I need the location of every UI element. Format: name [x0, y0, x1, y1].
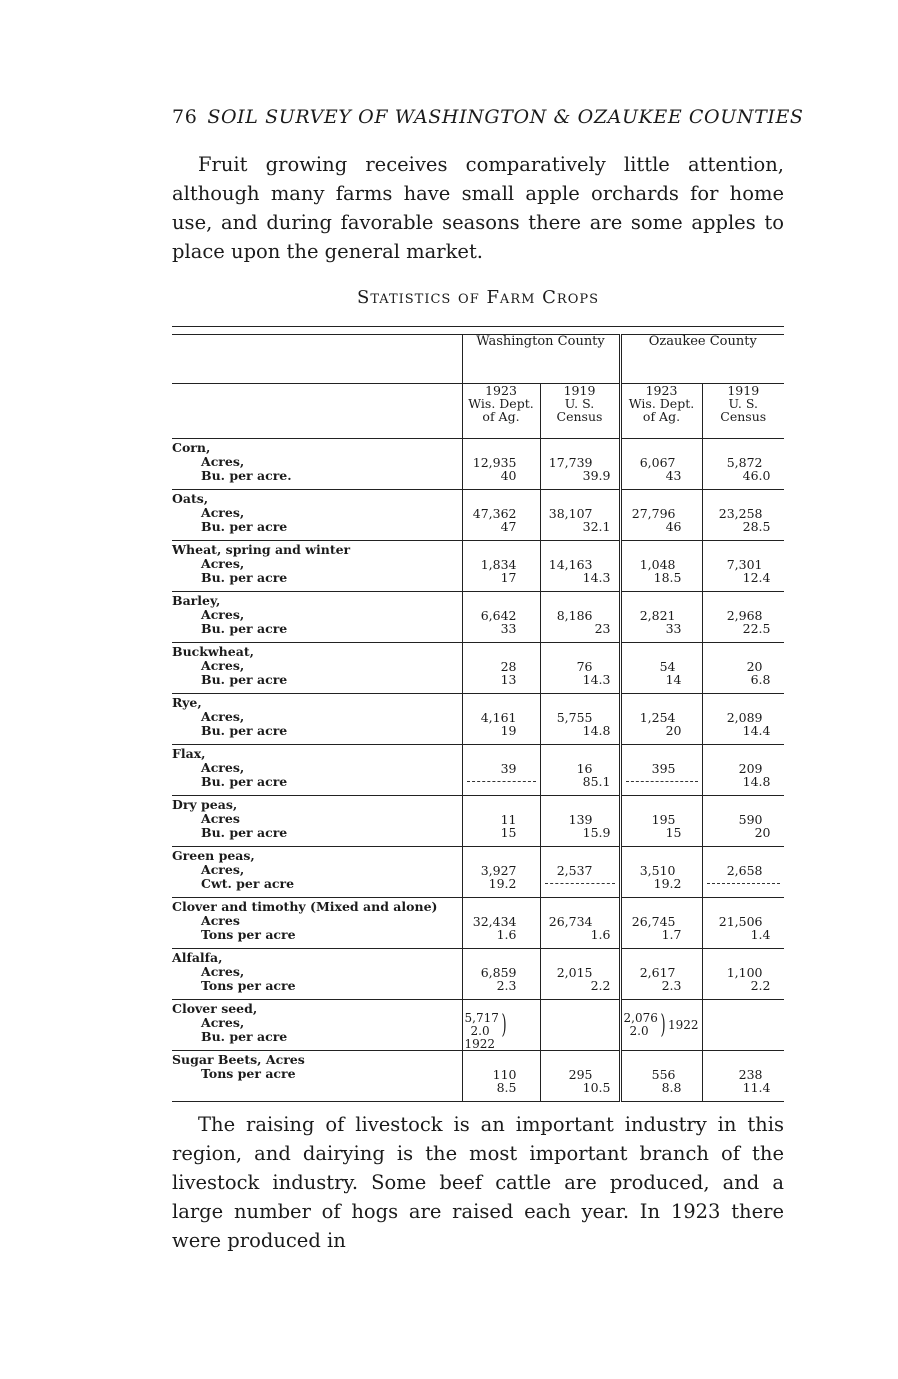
source-header-line: of Ag.: [642, 409, 681, 424]
cell-value-bottom: 12.4: [742, 570, 771, 585]
table-row: [172, 796, 784, 847]
crop-unit-1: Acres: [201, 913, 240, 928]
table-row: [172, 949, 784, 1000]
page-number: 76: [172, 106, 198, 128]
value-cell: [540, 796, 620, 847]
crop-label-cell: [172, 643, 462, 694]
crop-unit-2: Cwt. per acre: [201, 876, 295, 891]
cell-value-top: 23,258: [718, 506, 763, 521]
crop-name: Corn,: [172, 440, 211, 455]
value-cell: [462, 439, 540, 490]
value-cell: [462, 643, 540, 694]
crop-unit-1: Acres: [201, 811, 240, 826]
crop-unit-2: Bu. per acre: [201, 621, 288, 636]
cell-value-bottom: 19.2: [653, 876, 682, 891]
brace-year: 1922: [668, 1017, 699, 1032]
running-head: [172, 106, 804, 128]
cell-value-top: 76: [576, 659, 593, 674]
crop-unit-2: Bu. per acre: [201, 672, 288, 687]
cell-value-bottom: 28.5: [742, 519, 771, 534]
cell-value-bottom: 33: [500, 621, 517, 636]
crop-name: Dry peas,: [172, 797, 238, 812]
source-header-line: 1919: [727, 383, 760, 398]
cell-value-bottom: 14.8: [742, 774, 771, 789]
table-row: [172, 592, 784, 643]
cell-value-top: 6,859: [480, 965, 517, 980]
source-header-line: 1919: [563, 383, 596, 398]
value-cell: [702, 643, 784, 694]
cell-value-bottom: 23: [594, 621, 611, 636]
cell-value-top: 6,642: [480, 608, 517, 623]
value-cell: [462, 847, 540, 898]
county-header-row: [172, 335, 784, 384]
cell-value-top: 47,362: [472, 506, 517, 521]
cell-value-top: 8,186: [556, 608, 593, 623]
crop-name: Flax,: [172, 746, 206, 761]
cell-value-bottom: 14: [665, 672, 682, 687]
cell-value-top: 21,506: [718, 914, 763, 929]
cell-value-top: 28: [500, 659, 517, 674]
cell-value-top: 2,089: [726, 710, 763, 725]
cell-value-bottom: 32.1: [582, 519, 611, 534]
cell-value-top: 14,163: [548, 557, 593, 572]
cell-value-top: 26,745: [631, 914, 676, 929]
table-row: [172, 1051, 784, 1102]
cell-value-bottom: 2.2: [590, 978, 611, 993]
cell-value-top: 27,796: [631, 506, 676, 521]
cell-value-top: 1,834: [480, 557, 517, 572]
table-title: Statistics of Farm Crops: [356, 287, 600, 308]
crop-unit-2: Bu. per acre.: [201, 468, 292, 483]
dashed-leader: [467, 781, 536, 782]
cell-value-top: 17,739: [548, 455, 593, 470]
table-row: [172, 1000, 784, 1051]
crop-unit-2: Bu. per acre: [201, 774, 288, 789]
source-header-3: [620, 384, 702, 439]
crop-label-cell: [172, 847, 462, 898]
crop-unit-1: Acres,: [201, 658, 245, 673]
cell-value-bottom: 1.6: [590, 927, 611, 942]
cell-value-top: 3,510: [639, 863, 676, 878]
crop-unit-1: Acres,: [201, 964, 245, 979]
cell-value-top: 590: [738, 812, 763, 827]
county-header-washington: Washington County: [462, 335, 620, 384]
value-cell: [462, 796, 540, 847]
farm-crops-table: [172, 326, 784, 1102]
brace-year: 1922: [464, 1037, 496, 1051]
crop-unit-2: Bu. per acre: [201, 519, 288, 534]
crop-unit-1: Acres,: [201, 505, 245, 520]
value-cell: [702, 745, 784, 796]
crop-label-cell: [172, 592, 462, 643]
crop-label-cell: [172, 1051, 462, 1102]
cell-value-bottom: 1.7: [661, 927, 682, 942]
cell-value-top: 26,734: [548, 914, 593, 929]
value-cell: [620, 439, 702, 490]
table-row: [172, 541, 784, 592]
value-cell: [702, 847, 784, 898]
value-cell: [540, 1051, 620, 1102]
value-cell: [462, 1000, 540, 1051]
crop-unit-2: Bu. per acre: [201, 723, 288, 738]
crop-label-cell: [172, 949, 462, 1000]
cell-value-bottom: 13: [500, 672, 517, 687]
brace-group: [624, 1012, 699, 1038]
brace-icon: ): [501, 1010, 507, 1040]
crop-unit-1: Acres,: [201, 760, 245, 775]
source-header-line: U. S.: [564, 396, 595, 411]
value-cell: [462, 694, 540, 745]
cell-value-bottom: 14.8: [582, 723, 611, 738]
cell-value-top: 209: [738, 761, 763, 776]
value-cell: [620, 796, 702, 847]
cell-value-top: 20: [746, 659, 763, 674]
cell-value-top: 1,048: [639, 557, 676, 572]
cell-value-top: 2,015: [556, 965, 593, 980]
cell-value-bottom: 46.0: [742, 468, 771, 483]
dashed-leader: [545, 883, 615, 884]
value-cell: [620, 541, 702, 592]
crop-name: Oats,: [172, 491, 209, 506]
running-title: SOIL SURVEY OF WASHINGTON & OZAUKEE COUNTIES: [207, 106, 804, 128]
cell-value-bottom: 8.8: [661, 1080, 682, 1095]
value-cell: [462, 1051, 540, 1102]
cell-value-top: 195: [651, 812, 676, 827]
cell-value-top: 6,067: [639, 455, 676, 470]
value-cell: [702, 694, 784, 745]
value-cell: [620, 1000, 702, 1051]
value-cell: [540, 847, 620, 898]
crop-unit-2: Bu. per acre: [201, 825, 288, 840]
cell-value-top: 5,872: [726, 455, 763, 470]
cell-value-top: 556: [651, 1067, 676, 1082]
source-header-row: [172, 384, 784, 439]
cell-value-bottom: 2.0: [470, 1024, 490, 1038]
cell-value-bottom: 14.4: [742, 723, 771, 738]
cell-value-bottom: 19: [500, 723, 517, 738]
cell-value-bottom: 15: [665, 825, 682, 840]
cell-value-bottom: 85.1: [582, 774, 611, 789]
stub-header-blank: [172, 384, 462, 439]
value-cell: [620, 592, 702, 643]
cell-value-bottom: 1.4: [750, 927, 771, 942]
crop-label-cell: [172, 541, 462, 592]
value-cell: [702, 1000, 784, 1051]
value-cell: [540, 898, 620, 949]
value-cell: [702, 439, 784, 490]
value-cell: [540, 694, 620, 745]
cell-value-top: 1,100: [726, 965, 763, 980]
cell-value-top: 2,968: [726, 608, 763, 623]
value-cell: [620, 694, 702, 745]
value-cell: [702, 490, 784, 541]
cell-value-top: 1,254: [639, 710, 676, 725]
crop-name: Barley,: [172, 593, 221, 608]
value-cell: [540, 745, 620, 796]
value-cell: [540, 1000, 620, 1051]
value-cell: [540, 949, 620, 1000]
cell-value-top: 5,755: [556, 710, 593, 725]
table-row: [172, 694, 784, 745]
cell-value-bottom: 18.5: [653, 570, 682, 585]
cell-value-bottom: 19.2: [488, 876, 517, 891]
value-cell: [462, 541, 540, 592]
cell-value-bottom: 2.3: [661, 978, 682, 993]
source-header-line: U. S.: [728, 396, 758, 411]
cell-value-bottom: 20: [754, 825, 771, 840]
cell-value-bottom: 43: [665, 468, 682, 483]
crop-label-cell: [172, 490, 462, 541]
cell-value-bottom: 6.8: [750, 672, 771, 687]
crop-name: Rye,: [172, 695, 202, 710]
source-header-line: Census: [720, 409, 767, 424]
table-row: [172, 439, 784, 490]
cell-value-top: 238: [738, 1067, 763, 1082]
cell-value-bottom: 8.5: [496, 1080, 517, 1095]
value-cell: [540, 541, 620, 592]
cell-value-top: 395: [651, 761, 676, 776]
brace-icon: ): [660, 1010, 666, 1040]
value-cell: [620, 643, 702, 694]
cell-value-bottom: 20: [665, 723, 682, 738]
crop-label-cell: [172, 898, 462, 949]
crop-unit-1: Acres,: [201, 556, 245, 571]
table-row: [172, 847, 784, 898]
cell-value-top: 2,821: [639, 608, 676, 623]
source-header-line: Wis. Dept.: [468, 396, 534, 411]
crop-unit-2: Bu. per acre: [201, 570, 288, 585]
value-cell: [702, 1051, 784, 1102]
value-cell: [620, 847, 702, 898]
crop-label-cell: [172, 694, 462, 745]
cell-value-bottom: 11.4: [742, 1080, 771, 1095]
crop-unit-2: Tons per acre: [201, 978, 296, 993]
dashed-leader: [626, 781, 698, 782]
cell-value-top: 5,717: [464, 1011, 499, 1025]
cell-value-top: 110: [492, 1067, 517, 1082]
source-header-line: Census: [556, 409, 603, 424]
crop-unit-1: Acres,: [201, 607, 245, 622]
value-cell: [620, 745, 702, 796]
value-cell: [620, 949, 702, 1000]
brace-group: [465, 1012, 540, 1051]
dashed-leader: [707, 883, 781, 884]
value-cell: [702, 592, 784, 643]
crop-unit-2: Bu. per acre: [201, 1029, 288, 1044]
value-cell: [462, 745, 540, 796]
cell-value-top: 32,434: [472, 914, 517, 929]
table-row: [172, 898, 784, 949]
crop-label-cell: [172, 1000, 462, 1051]
cell-value-top: 2,617: [639, 965, 676, 980]
crop-rows: [172, 439, 784, 1102]
crop-unit-1: Acres,: [201, 709, 245, 724]
crop-name: Buckwheat,: [172, 644, 254, 659]
cell-value-bottom: 2.2: [750, 978, 771, 993]
source-header-1: [462, 384, 540, 439]
paragraph-fruit-growing: Fruit growing receives comparatively little attention, although many farms have small apple orchards for home use, and during favorable seasons there are some apples to place upon the general market.: [172, 153, 784, 263]
crop-name: Alfalfa,: [172, 950, 223, 965]
stub-header: [172, 335, 462, 384]
cell-value-bottom: 10.5: [582, 1080, 611, 1095]
cell-value-bottom: 2.0: [629, 1024, 649, 1038]
cell-value-bottom: 15.9: [582, 825, 611, 840]
cell-value-top: 39: [500, 761, 517, 776]
source-header-line: 1923: [485, 383, 517, 398]
cell-value-top: 295: [568, 1067, 593, 1082]
cell-value-bottom: 15: [500, 825, 517, 840]
cell-value-bottom: 47: [500, 519, 517, 534]
cell-value-top: 11: [500, 812, 517, 827]
value-cell: [702, 898, 784, 949]
source-header-line: of Ag.: [482, 409, 520, 424]
cell-value-bottom: 17: [500, 570, 517, 585]
crop-unit-2: Tons per acre: [201, 927, 296, 942]
cell-value-bottom: 22.5: [742, 621, 771, 636]
value-cell: [702, 796, 784, 847]
value-cell: [540, 643, 620, 694]
crop-unit-2: Tons per acre: [201, 1066, 296, 1081]
cell-value-bottom: 14.3: [582, 570, 611, 585]
source-header-2: [540, 384, 620, 439]
cell-value-top: 2,658: [726, 863, 763, 878]
cell-value-bottom: 46: [665, 519, 682, 534]
paragraph-livestock: The raising of livestock is an important industry in this region, and dairying is the most important branch of the livestock industry. Some beef cattle are produced, and a large number of hogs are raised each year. In 1923 there were produced in: [172, 1113, 784, 1252]
crop-unit-1: Acres,: [201, 454, 245, 469]
source-header-line: Wis. Dept.: [628, 396, 695, 411]
cell-value-top: 2,537: [556, 863, 593, 878]
value-cell: [540, 490, 620, 541]
value-cell: [462, 898, 540, 949]
source-header-4: [702, 384, 784, 439]
cell-value-bottom: 33: [665, 621, 682, 636]
table-row: [172, 643, 784, 694]
source-header-line: 1923: [645, 383, 678, 398]
value-cell: [620, 490, 702, 541]
cell-value-top: 4,161: [480, 710, 517, 725]
cell-value-bottom: 14.3: [582, 672, 611, 687]
cell-value-top: 16: [576, 761, 593, 776]
value-cell: [462, 490, 540, 541]
crop-name: Clover and timothy (Mixed and alone): [172, 899, 438, 914]
table-row: [172, 490, 784, 541]
crop-name: Wheat, spring and winter: [172, 542, 351, 557]
county-header-ozaukee: Ozaukee County: [620, 335, 784, 384]
crop-name: Green peas,: [172, 848, 255, 863]
value-cell: [462, 592, 540, 643]
value-cell: [620, 898, 702, 949]
value-cell: [540, 439, 620, 490]
cell-value-top: 2,076: [623, 1011, 658, 1025]
value-cell: [702, 949, 784, 1000]
value-cell: [702, 541, 784, 592]
table-row: [172, 745, 784, 796]
cell-value-top: 3,927: [480, 863, 517, 878]
crop-name: Sugar Beets, Acres: [172, 1052, 305, 1067]
cell-value-bottom: 1.6: [496, 927, 517, 942]
cell-value-top: 54: [659, 659, 676, 674]
cell-value-top: 139: [568, 812, 593, 827]
cell-value-bottom: 2.3: [496, 978, 517, 993]
value-cell: [540, 592, 620, 643]
crop-name: Clover seed,: [172, 1001, 258, 1016]
value-cell: [620, 1051, 702, 1102]
crop-label-cell: [172, 439, 462, 490]
cell-value-top: 12,935: [472, 455, 517, 470]
crop-label-cell: [172, 745, 462, 796]
cell-value-top: 7,301: [726, 557, 763, 572]
cell-value-bottom: 40: [500, 468, 517, 483]
value-cell: [462, 949, 540, 1000]
crop-unit-1: Acres,: [201, 862, 245, 877]
crop-unit-1: Acres,: [201, 1015, 245, 1030]
cell-value-bottom: 39.9: [582, 468, 611, 483]
crop-label-cell: [172, 796, 462, 847]
cell-value-top: 38,107: [548, 506, 593, 521]
